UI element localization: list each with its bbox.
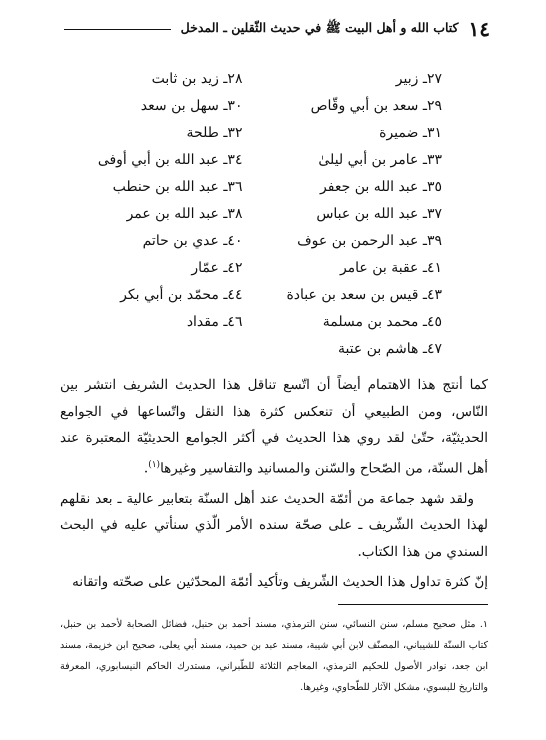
list-item: ٢٨ـ زيد بن ثابت bbox=[151, 71, 243, 87]
list-item: ٣٤ـ عبد الله بن أبي أوفى bbox=[97, 152, 243, 168]
narrators-list bbox=[88, 66, 442, 363]
footnote-reference: (١) bbox=[148, 459, 161, 470]
list-item: ٣٩ـ عبد الرحمن بن عوف bbox=[297, 233, 442, 249]
paragraph: ولقد شهد جماعة من أئمّة الحديث عند أهل السنّة بتعابير عالية ـ بعد نقلهم لهذا الحديث الشّريف ـ على صحّة سنده الأمر الّذي سنأتي عليه في البحث السندي من هذا الكتاب. bbox=[60, 490, 488, 560]
paragraph: إنّ كثرة تداول هذا الحديث الشّريف وتأكيد أئمّة المحدّثين على صحّته واتقانه bbox=[72, 574, 488, 590]
list-item: ٢٩ـ سعد بن أبي وقّاص bbox=[310, 98, 442, 114]
list-item: ٣٧ـ عبد الله بن عباس bbox=[316, 206, 442, 222]
list-item: ٤٥ـ محمد بن مسلمة bbox=[322, 314, 442, 330]
list-item: ٣٥ـ عبد الله بن جعفر bbox=[320, 179, 442, 195]
footnote-rule bbox=[338, 604, 488, 605]
header-rule bbox=[64, 29, 171, 30]
list-item: ٤٧ـ هاشم بن عتبة bbox=[337, 341, 442, 357]
paragraph: كما أنتج هذا الاهتمام أيضاً أن اتّسع تناقل هذا الحديث الشريف انتشر بين النّاس، ومن الطبيعي أن تنعكس كثرة هذا النقل واتّساعها في الجوامع الحديثيّة، حتّىٰ لقد روي هذا الحديث في أكثر الجوامع الحديثيّة المعتبرة عند أهل السنّة، من الصّحاح والسّنن والمسانيد والتفاسير وغيرها$^{(١)}$. bbox=[60, 377, 488, 476]
list-item: ٤١ـ عقبة بن عامر bbox=[339, 260, 442, 276]
list-item: ٣١ـ ضميرة bbox=[379, 125, 442, 141]
list-item: ٣٢ـ طلحة bbox=[186, 125, 243, 141]
page-header bbox=[64, 16, 490, 42]
list-item: ٤٤ـ محمّد بن أبي بكر bbox=[120, 287, 243, 303]
footnote: ١. مثل صحيح مسلم، سنن النسائي، سنن الترمذي، مسند أحمد بن حنبل، فضائل الصحابة لأحمد بن حنبل، كتاب السنّة للشيباني، المصنّف لابن أبي شيبة، مسند عبد بن حميد، مسند أبي يعلى، صحيح ابن خزيمة، مسند ابن جعد، نوادر الأصول للحكيم الترمذي، المعاجم الثلاثة للطّبراني، مستدرك الحاكم النيسابوري، المعرفة والتاريخ للبسوي، مشكل الآثار للطّحاوي، وغيرها. bbox=[60, 619, 488, 693]
list-item: ٤٠ـ عدي بن حاتم bbox=[142, 233, 243, 249]
list-item: ٣٠ـ سهل بن سعد bbox=[140, 98, 243, 114]
list-item: ٣٣ـ عامر بن أبي ليلىٰ bbox=[318, 152, 442, 168]
list-item: ٣٨ـ عبد الله بن عمر bbox=[126, 206, 243, 222]
list-item: ٣٦ـ عبد الله بن حنطب bbox=[112, 179, 243, 195]
paragraph-text: كما أنتج هذا الاهتمام أيضاً أن اتّسع تناقل هذا الحديث الشريف انتشر بين النّاس، ومن الطبيعي أن تنعكس كثرة هذا النقل واتّساعها في الجوامع الحديثيّة، حتّىٰ لقد روي هذا الحديث في أكثر الجوامع الحديثيّة المعتبرة عند أهل السنّة، من الصّحاح والسّنن والمسانيد والتفاسير وغيرها bbox=[60, 377, 488, 476]
list-item: ٢٧ـ زبير bbox=[395, 71, 442, 87]
list-item: ٤٣ـ قيس بن سعد بن عبادة bbox=[286, 287, 442, 303]
list-item: ٤٦ـ مقداد bbox=[186, 314, 243, 330]
list-item: ٤٢ـ عمّار bbox=[191, 260, 243, 276]
body-text bbox=[60, 372, 488, 596]
page-number: ١٤ bbox=[468, 17, 490, 41]
running-title: كتاب الله و أهل البيت ﷺ في حديث الثّقلين ـ المدخل bbox=[180, 19, 459, 35]
